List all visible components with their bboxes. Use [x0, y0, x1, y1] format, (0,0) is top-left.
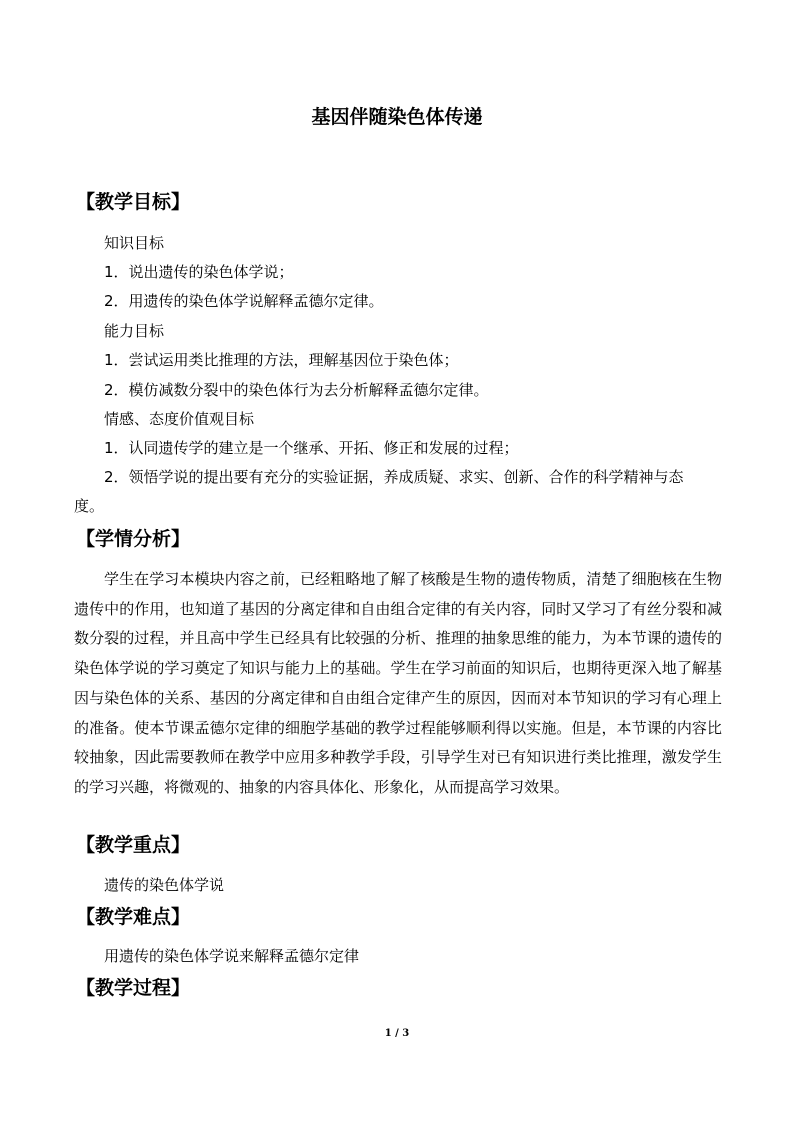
difficulty-text: 用遗传的染色体学说来解释孟德尔定律 — [104, 947, 360, 965]
section-heading-analysis: 【学情分析】 — [76, 528, 191, 550]
emotion-item-2-continued: 度。 — [74, 497, 105, 515]
knowledge-item-2: 2．用遗传的染色体学说解释孟德尔定律。 — [104, 292, 384, 310]
section-heading-key-point: 【教学重点】 — [76, 834, 191, 856]
analysis-paragraph: 学生在学习本模块内容之前，已经粗略地了解了核酸是生物的遗传物质，清楚了细胞核在生物遗传中的作用，也知道了基因的分离定律和自由组合定律的有关内容，同时又学习了有丝分裂和减数分裂的过程，并且高中学生已经具有比较强的分析、推理的抽象思维的能力，为本节课的遗传的染色体学说的学习奠定了知识与能力上的基础。学生在学习前面的知识后，也期待更深入地了解基因与染色体的关系、基因的分离定律和自由组合定律产生的原因，因而对本节知识的学习有心理上的准备。使本节课孟德尔定律的细胞学基础的教学过程能够顺利得以实施。但是，本节课的内容比较抽象，因此需要教师在教学中应用多种教学手段，引导学生对已有知识进行类比推理，激发学生的学习兴趣，将微观的、抽象的内容具体化、形象化，从而提高学习效果。 — [74, 570, 722, 796]
key-point-text: 遗传的染色体学说 — [104, 876, 225, 894]
section-heading-objectives: 【教学目标】 — [76, 191, 191, 213]
ability-objectives-label: 能力目标 — [104, 322, 165, 340]
ability-item-2: 2．模仿减数分裂中的染色体行为去分析解释孟德尔定律。 — [104, 381, 489, 399]
knowledge-item-1: 1．说出遗传的染色体学说； — [104, 263, 294, 281]
emotion-objectives-label: 情感、态度价值观目标 — [104, 410, 255, 428]
section-heading-difficulty: 【教学难点】 — [76, 906, 191, 928]
ability-item-1: 1．尝试运用类比推理的方法，理解基因位于染色体； — [104, 351, 459, 369]
page-number: 1 / 3 — [384, 1028, 410, 1039]
emotion-item-1: 1．认同遗传学的建立是一个继承、开拓、修正和发展的过程； — [104, 439, 519, 457]
knowledge-objectives-label: 知识目标 — [104, 234, 165, 252]
section-heading-process: 【教学过程】 — [76, 977, 191, 999]
emotion-item-2: 2．领悟学说的提出要有充分的实验证据，养成质疑、求实、创新、合作的科学精神与态 — [104, 468, 684, 486]
document-title: 基因伴随染色体传递 — [311, 106, 483, 128]
